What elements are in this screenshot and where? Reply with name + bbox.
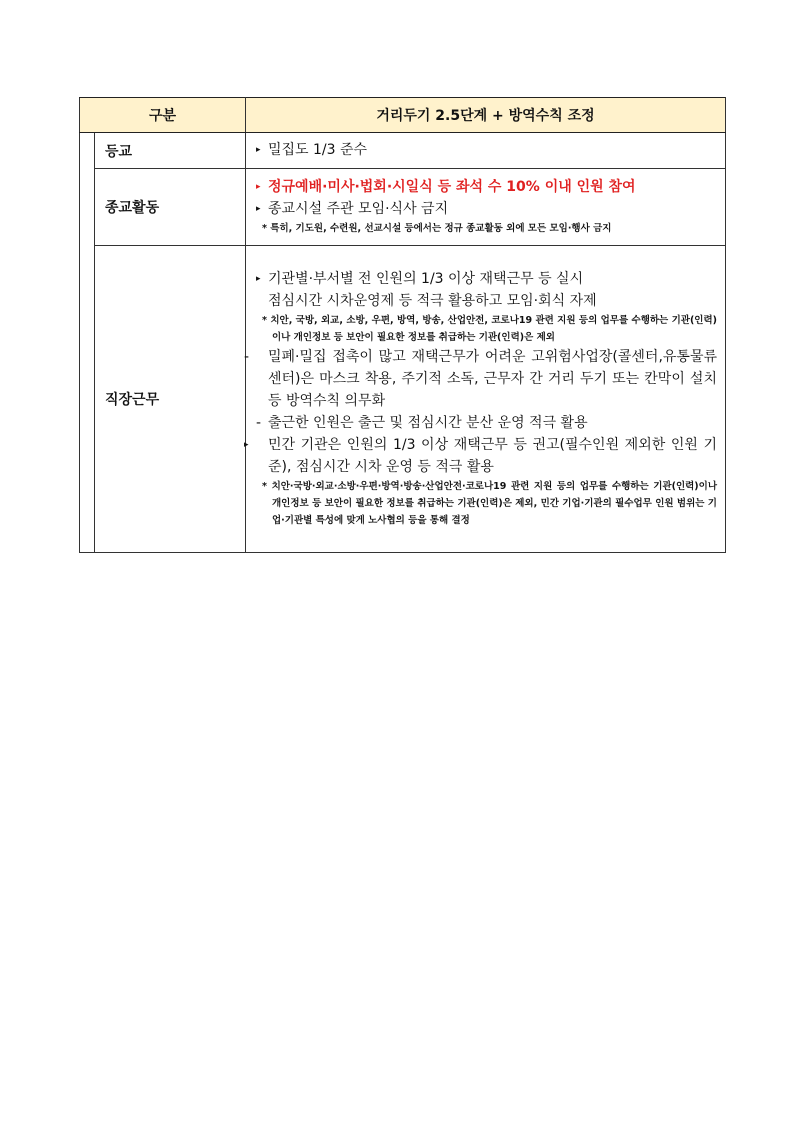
category-school: 등교 (95, 133, 246, 169)
religion-bullet-gathering: ▸ 종교시설 주관 모임·식사 금지 (256, 198, 717, 220)
work-bullet-public: ▸ 기관별·부서별 전 인원의 1/3 이상 재택근무 등 실시 (256, 268, 717, 290)
left-gutter-cell (80, 133, 95, 553)
content-work (246, 246, 726, 553)
content-religion (246, 169, 726, 246)
table-row-school (80, 133, 726, 169)
category-religion: 종교활동 (95, 169, 246, 246)
dash-marker: - (256, 415, 262, 431)
work-dash-stagger: - 출근한 인원은 출근 및 점심시간 분산 운영 적극 활용 (256, 412, 717, 434)
header-category: 구분 (80, 98, 246, 133)
school-bullet: ▸ 밀집도 1/3 준수 (256, 139, 717, 161)
dash-marker: - (244, 349, 250, 365)
religion-note: * 특히, 기도원, 수련원, 선교시설 등에서는 정규 종교활동 외에 모든 모임·행사 금지 (262, 223, 612, 234)
work-bullet-private: ▸ 민간 기관은 인원의 1/3 이상 재택근무 등 권고(필수인원 제외한 인원 기준), 점심시간 시차 운영 등 적극 활용 (256, 434, 717, 478)
table-row-religion (80, 169, 726, 246)
policy-table (79, 97, 726, 553)
category-work: 직장근무 (95, 246, 246, 553)
triangle-bullet-icon: ▸ (256, 145, 261, 155)
work-dash-highrisk: - 밀폐·밀집 접촉이 많고 재택근무가 어려운 고위험사업장(콜센터,유통물류센터)은 마스크 착용, 주기적 소독, 근무자 간 거리 두기 또는 칸막이 설치 등 방역수칙 의무화 (256, 346, 717, 412)
religion-bullet-highlight: ▸ 정규예배·미사·법회·시일식 등 좌석 수 10% 이내 인원 참여 (256, 176, 717, 198)
triangle-bullet-icon: ▸ (244, 440, 249, 450)
triangle-bullet-icon: ▸ (256, 182, 261, 192)
work-bullet-public-cont: 점심시간 시차운영제 등 적극 활용하고 모임·회식 자제 (268, 293, 597, 309)
triangle-bullet-icon: ▸ (256, 274, 261, 284)
header-measures: 거리두기 2.5단계 + 방역수칙 조정 (246, 98, 726, 133)
work-note-exempt: * 치안, 국방, 외교, 소방, 우편, 방역, 방송, 산업안전, 코로나19 관련 지원 등의 업무를 수행하는 기관(인력)이나 개인정보 등 보안이 필요한 정보를 취급하는 기관(인력)은 제외 (262, 315, 717, 343)
content-school (246, 133, 726, 169)
table-header-row (80, 98, 726, 133)
table-row-work (80, 246, 726, 553)
work-note-private: * 치안·국방·외교·소방·우편·방역·방송·산업안전·코로나19 관련 지원 등의 업무를 수행하는 기관(인력)이나 개인정보 등 보안이 필요한 정보를 취급하는 기관(인력)은 제외, 민간 기업·기관의 필수업무 인원 범위는 기업·기관별 특성에 맞게 노사협의 등을 통해 결정 (262, 481, 717, 526)
triangle-bullet-icon: ▸ (256, 204, 261, 214)
